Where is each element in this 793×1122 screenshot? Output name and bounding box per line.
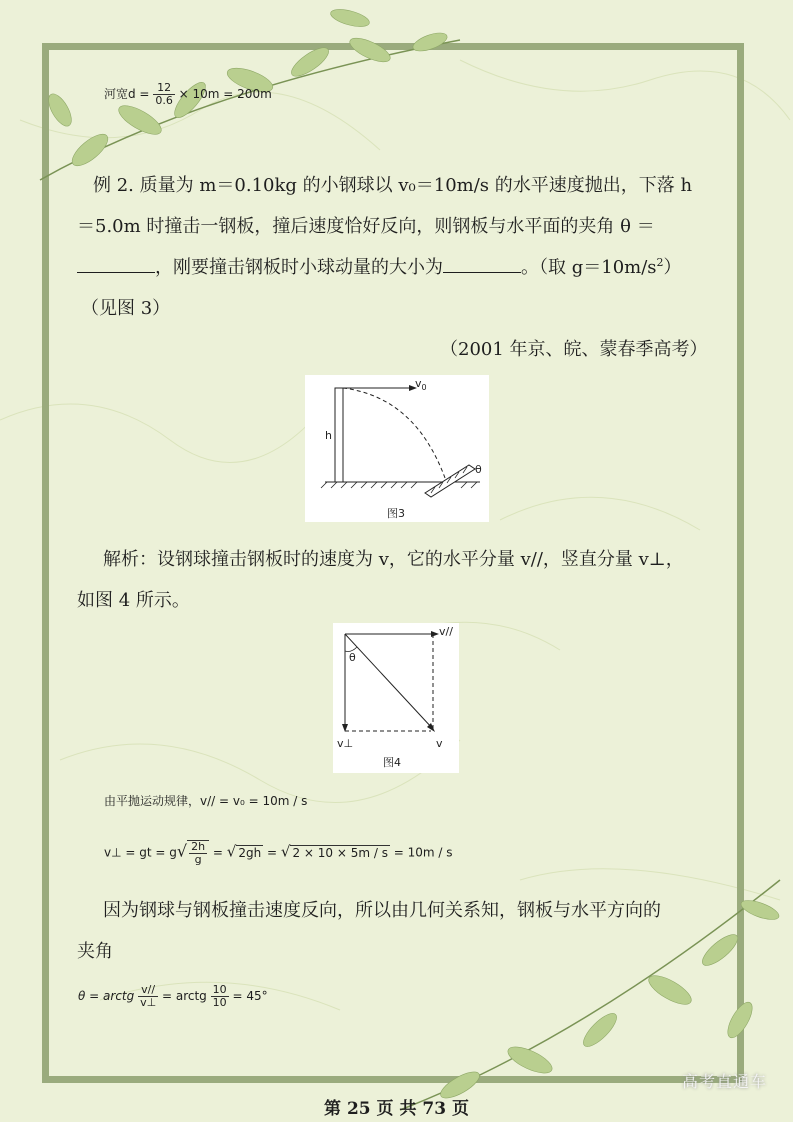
fraction-numerator: 12 xyxy=(153,82,175,95)
example-line-4: （见图 3） xyxy=(81,298,171,319)
sqrt-fraction-numerator: 2h xyxy=(191,840,206,853)
derivation-vperp: v⊥ = gt = g xyxy=(104,845,177,860)
answer-blank-angle xyxy=(77,256,155,273)
example-line-3 xyxy=(77,253,682,279)
formula-prefix: 河宽d = xyxy=(104,87,150,101)
figure-4-label-v: v xyxy=(436,737,443,750)
analysis-line-1: 解析：设钢球撞击钢板时的速度为 v，它的水平分量 v//，竖直分量 v⊥， xyxy=(103,549,684,570)
final-formula-mid: = arctg xyxy=(161,989,207,1003)
page-number-footer: 第 25 页 共 73 页 xyxy=(324,1099,469,1119)
example-line-3-end: 。（取 g＝10m/s xyxy=(521,257,657,278)
derivation-equals: = xyxy=(212,845,227,860)
sqrt-symbol-3: √ xyxy=(280,842,291,861)
sqrt-numeric: 2 × 10 × 5m / s xyxy=(292,845,388,860)
derivation-equals-2: = xyxy=(263,845,281,860)
final-fraction-1-den: v⊥ xyxy=(140,996,157,1009)
final-formula xyxy=(78,984,268,1009)
figure-3-label-theta: θ xyxy=(475,463,482,476)
figure-4-diagram xyxy=(333,623,459,773)
figure-3-label-v0: $v_0$ xyxy=(415,377,427,392)
analysis-line-2: 如图 4 所示。 xyxy=(77,590,190,611)
fraction-denominator: 0.6 xyxy=(155,94,173,107)
example-line-1: 例 2. 质量为 m＝0.10kg 的小钢球以 v₀＝10m/s 的水平速度抛出，下落 h xyxy=(93,175,693,196)
example-line-2: ＝5.0m 时撞击一钢板，撞后速度恰好反向，则钢板与水平面的夹角 θ ＝ xyxy=(77,216,655,237)
conclusion-line-1: 因为钢球与钢板撞击速度反向，所以由几何关系知，钢板与水平方向的 xyxy=(103,900,661,921)
formula-fraction xyxy=(153,82,175,107)
figure-4 xyxy=(333,623,459,773)
sqrt-2gh: 2gh xyxy=(238,845,262,860)
final-fraction-2-num: 10 xyxy=(212,983,227,996)
example-source: （2001 年京、皖、蒙春季高考） xyxy=(440,339,708,360)
sqrt-fraction xyxy=(187,840,209,866)
formula-river-width xyxy=(104,82,272,107)
formula-suffix: × 10m = 200m xyxy=(178,87,272,101)
conclusion-line-2: 夹角 xyxy=(77,941,113,962)
example-line-3-mid: ，刚要撞击钢板时小球动量的大小为 xyxy=(155,257,443,278)
sqrt-fraction-denominator: g xyxy=(194,853,202,866)
final-fraction-2 xyxy=(211,984,229,1009)
derivation-line-2 xyxy=(104,840,453,866)
figure-3-label-h: h xyxy=(325,429,332,442)
figure-3-caption: 图3 xyxy=(387,507,405,520)
superscript-2: 2 xyxy=(656,256,664,269)
final-formula-prefix: θ = arctg xyxy=(78,989,135,1003)
final-formula-suffix: = 45° xyxy=(232,989,268,1003)
answer-blank-momentum xyxy=(443,256,521,273)
final-fraction-2-den: 10 xyxy=(212,996,227,1009)
figure-3 xyxy=(305,375,489,522)
final-fraction-1 xyxy=(138,984,158,1009)
sqrt-symbol: √ xyxy=(176,841,188,861)
final-fraction-1-num: v// xyxy=(138,984,158,997)
derivation-line-1: 由平抛运动规律，v// = v₀ = 10m / s xyxy=(104,794,308,808)
figure-4-label-vpar: v// xyxy=(439,625,453,638)
figure-3-diagram xyxy=(305,375,489,522)
sqrt-symbol-2: √ xyxy=(226,842,237,861)
example-line-3-close: ） xyxy=(663,257,682,278)
watermark-text: 高考直通车 xyxy=(681,1072,767,1091)
derivation-result: = 10m / s xyxy=(389,845,453,860)
figure-4-label-theta: θ xyxy=(349,651,356,664)
figure-4-caption: 图4 xyxy=(383,756,401,769)
figure-4-label-vperp: v⊥ xyxy=(337,737,354,750)
